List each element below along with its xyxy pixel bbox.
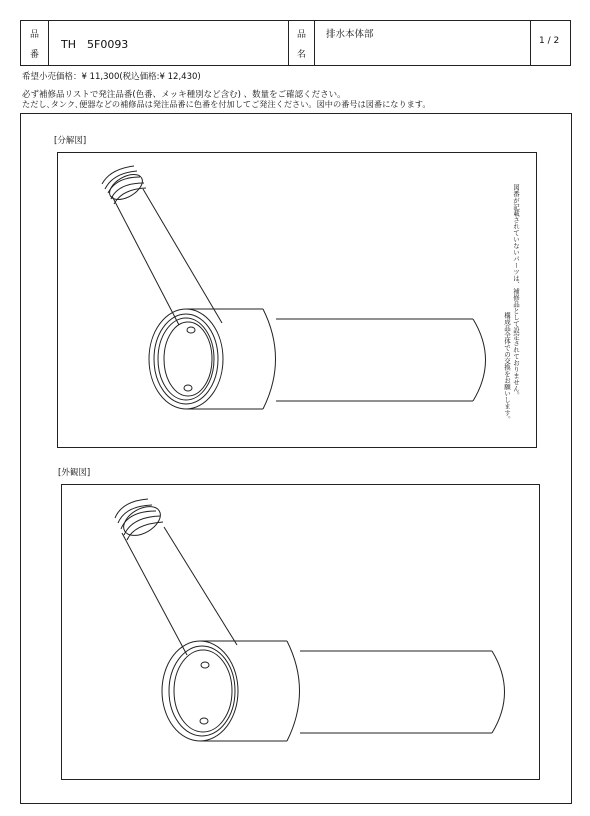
part-name: 排水本体部 [326, 29, 374, 40]
exterior-view-box [61, 484, 540, 780]
exterior-pipe-drawing [62, 485, 541, 781]
name-label-2: 名 [296, 50, 306, 60]
exploded-caption: [分解図] [54, 136, 87, 146]
part-number-label-2: 番 [29, 50, 39, 60]
exterior-caption: [外観図] [58, 468, 91, 478]
part-number: TH 5F0093 [61, 38, 129, 51]
part-number-label-cell [21, 21, 49, 65]
side-note-1: 図番が記載されていないパーツは、補修品として設定されておりません。 [512, 184, 520, 399]
price-line: 希望小売価格：¥ 11,300(税込価格:¥ 12,430) [22, 72, 201, 82]
exploded-pipe-drawing [58, 153, 538, 449]
note-line-1: 必ず補修品リストで発注品番(色番、メッキ種別など含む) 、数量をご確認ください。 [22, 90, 346, 100]
side-note-2: 構成品全体での交換をお願いします。 [503, 312, 511, 423]
part-number-cell [49, 21, 289, 65]
header-table [20, 20, 571, 66]
name-cell [315, 21, 531, 65]
name-label-1: 品 [296, 30, 306, 40]
part-number-label-1: 品 [29, 30, 39, 40]
page-number: 1 / 2 [539, 36, 560, 46]
name-label-cell [289, 21, 315, 65]
exploded-view-box [57, 152, 537, 448]
page-cell [531, 21, 570, 65]
note-line-2: ただし､タンク､便器などの補修品は発注品番に色番を付加してご発注ください。図中の番号は図番になります。 [22, 99, 431, 109]
